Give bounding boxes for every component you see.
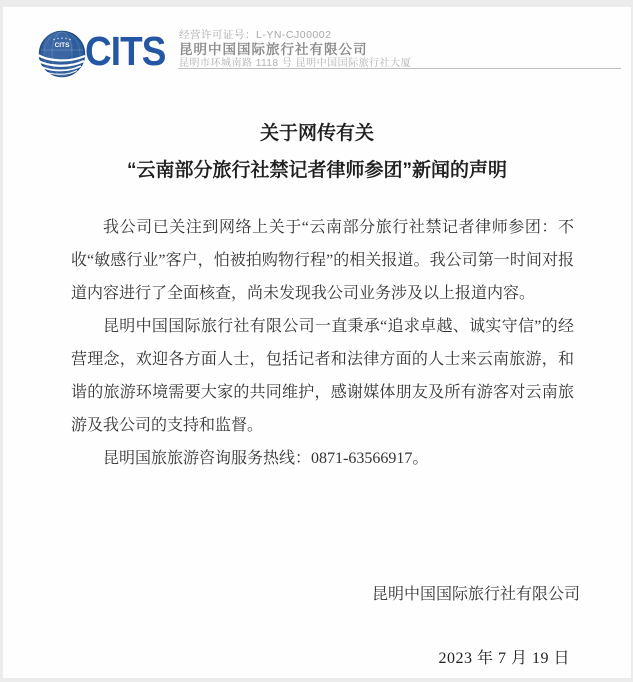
brand-wordmark: CITS (85, 28, 166, 74)
header-company-info (179, 29, 599, 70)
company-name-header: 昆明中国国际旅行社有限公司 (179, 42, 368, 57)
letter-paper (3, 7, 631, 678)
paragraph-report-noticed: 我公司已关注到网络上关于“云南部分旅行社禁记者律师参团：不收“敏感行业”客户，怕被拍购物行程”的相关报道。我公司第一时间对报道内容进行了全面核查，尚未发现我公司业务涉及以上报道内容。 (71, 219, 574, 302)
license-number: 经营许可证号：L-YN-CJ00002 (179, 29, 332, 41)
signature-company-name: 昆明中国国际旅行社有限公司 (371, 586, 580, 603)
header-divider (178, 68, 621, 69)
logo-inner-wordmark: CITS (54, 42, 70, 49)
cits-globe-icon (36, 30, 86, 78)
statement-body (71, 211, 574, 475)
statement-title-line2: “云南部分旅行社禁记者律师参团”新闻的声明 (126, 160, 507, 181)
statement-title (3, 115, 631, 189)
statement-title-line1: 关于网传有关 (259, 123, 374, 144)
statement-date: 2023 年 7 月 19 日 (438, 650, 570, 667)
paragraph-hotline: 昆明国旅旅游咨询服务热线：0871-63566917。 (103, 450, 429, 467)
paragraph-company-philosophy: 昆明中国国际旅行社有限公司一直秉承“追求卓越、诚实守信”的经营理念，欢迎各方面人士，包括记者和法律方面的人士来云南旅游，和谐的旅游环境需要大家的共同维护，感谢媒体朋友及所有游客对云南旅游及我公司的支持和监督。 (71, 318, 574, 434)
company-address: 昆明市环城南路 1118 号 昆明中国国际旅行社大厦 (179, 58, 412, 69)
